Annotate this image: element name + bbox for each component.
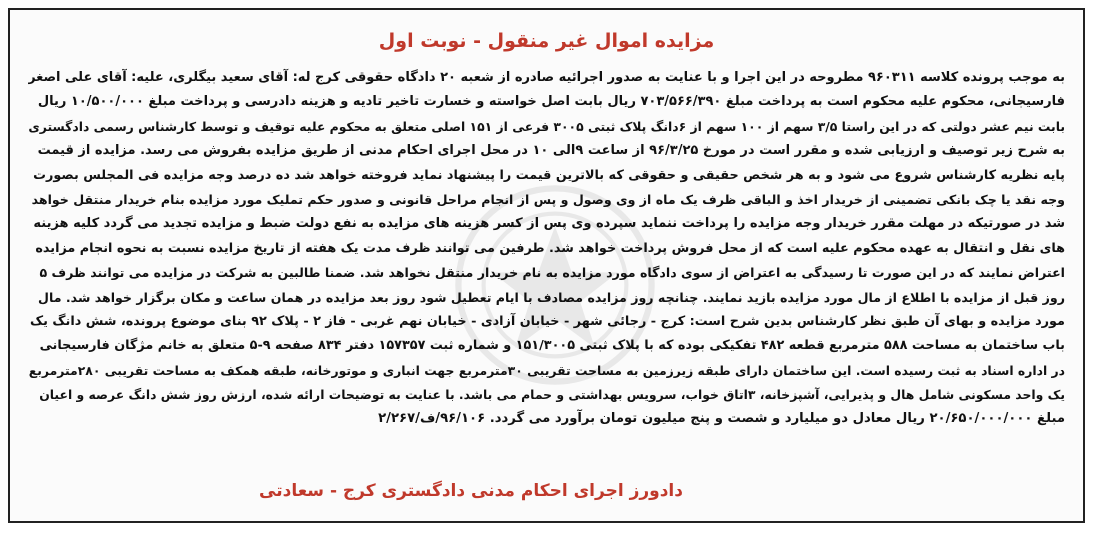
- body-line: مبلغ ۲۰/۶۵۰/۰۰۰/۰۰۰ ریال معادل دو میلیارد و شصت و پنج میلیون تومان برآورد می گردد. ۹۶/۱۰۶/ف/۲/۲۶۷: [378, 411, 1065, 427]
- body-line: شد در صورتیکه در مهلت مقرر خریدار وجه مزایده را پرداخت ننماید سپرده وی پس از کسر هزینه های مزایده به نفع دولت ضبط و مزایده تجدید می گردد کلیه هزینه: [33, 216, 1065, 232]
- signature: دادورز اجرای احکام مدنی دادگستری کرج - سعادتی: [259, 481, 683, 501]
- body-line: های نقل و انتقال به عهده محکوم علیه است که از محل فروش پرداخت خواهد شد. طرفین می توانند ظرف مدت یک هفته از تاریخ مزایده نسبت به نحوه انجام مزایده: [35, 240, 1065, 256]
- body-line: بابت نیم عشر دولتی که در این راستا ۳/۵ سهم از ۱۰۰ سهم از ۶دانگ پلاک ثبتی ۳۰۰۵ فرعی از ۱۵۱ اصلی متعلق به محکوم علیه توقیف و توسط کارشناس رسمی دادگستری: [28, 118, 1065, 134]
- body-line: یک واحد مسکونی شامل هال و پذیرایی، آشپزخانه، ۳اتاق خواب، سرویس بهداشتی و حمام می باشد. با عنایت به توضیحات ارائه شده، ارزش روز شش دانگ عرصه و اعیان: [39, 387, 1065, 403]
- body-line: باب ساختمان به مساحت ۵۸۸ مترمربع قطعه ۴۸۲ تفکیکی بوده که با پلاک ثبتی ۱۵۱/۳۰۰۵ و شماره ثبت ۱۵۷۳۵۷ دفتر ۸۳۴ صفحه ۹-۵ متعلق به خانم مژگان فارسیجانی: [39, 338, 1065, 354]
- body-line: اعتراض نمایند که در این صورت تا رسیدگی به اعتراض از سوی دادگاه مورد مزایده به نام خریدار منتقل نخواهد شد. ضمنا طالبین به شرکت در مزایده می توانند ظرف ۵: [39, 265, 1065, 281]
- body-line: وجه نقد یا چک بانکی تضمینی از خریدار اخذ و الباقی ظرف یک ماه از وی وصول و پس از انجام مراحل قانونی و صدور حکم تملیک مورد مزایده بنام خریدار منتقل خواهد: [31, 191, 1065, 207]
- body-line: به موجب پرونده کلاسه ۹۶۰۳۱۱ مطروحه در این اجرا و با عنایت به صدور اجرائیه صادره از شعبه ۲۰ دادگاه حقوقی کرج له: آقای سعید بیگلری، علیه: آقای علی اصغر: [28, 70, 1065, 85]
- body-line: به شرح زیر توصیف و ارزیابی شده و مقرر است در مورخ ۹۶/۳/۲۵ از ساعت ۹الی ۱۰ در محل اجرای احکام مدنی از طریق مزایده بفروش می رسد. مزایده از قیمت: [37, 143, 1065, 159]
- body-line: مورد مزایده و بهای آن طبق نظر کارشناس بدین شرح است: کرج - رجائی شهر - خیابان آزادی - خیابان نهم غربی - فاز ۲ - پلاک ۹۲ بنای موضوع پرونده، شش دانگ یک: [30, 313, 1065, 329]
- notice-title: مزایده اموال غیر منقول - نوبت اول: [378, 30, 715, 52]
- body-line: در اداره اسناد به ثبت رسیده است. این ساختمان دارای طبقه زیرزمین به مساحت تقریبی ۳۰مترمربع جهت انباری و موتورخانه، طبقه همکف به مساحت تقریبی ۲۸۰مترمربع: [28, 362, 1065, 378]
- body-line: روز قبل از مزایده با اطلاع از مال مورد مزایده بازید نمایند. چنانچه روز مزایده مصادف با ایام تعطیل شود روز بعد مزایده در همان ساعت و مکان برگزار خواهد شد. مال: [38, 289, 1065, 305]
- body-line: فارسیجانی، محکوم علیه محکوم است به پرداخت مبلغ ۷۰۳/۵۶۶/۳۹۰ ریال بابت اصل خواسته و خسارت تاخیر تادیه و هزینه دادرسی و پرداخت مبلغ ۱۰/۵۰۰/۰۰۰ ریال: [37, 94, 1065, 110]
- body-line: پایه نظریه کارشناس شروع می شود و به هر شخص حقیقی و حقوقی که بالاترین قیمت را پیشنهاد نماید فروخته خواهد شد ده درصد وجه مزایده فی المجلس بصورت: [33, 167, 1065, 183]
- auction-notice: [8, 8, 1085, 523]
- notice-body: [28, 66, 1065, 432]
